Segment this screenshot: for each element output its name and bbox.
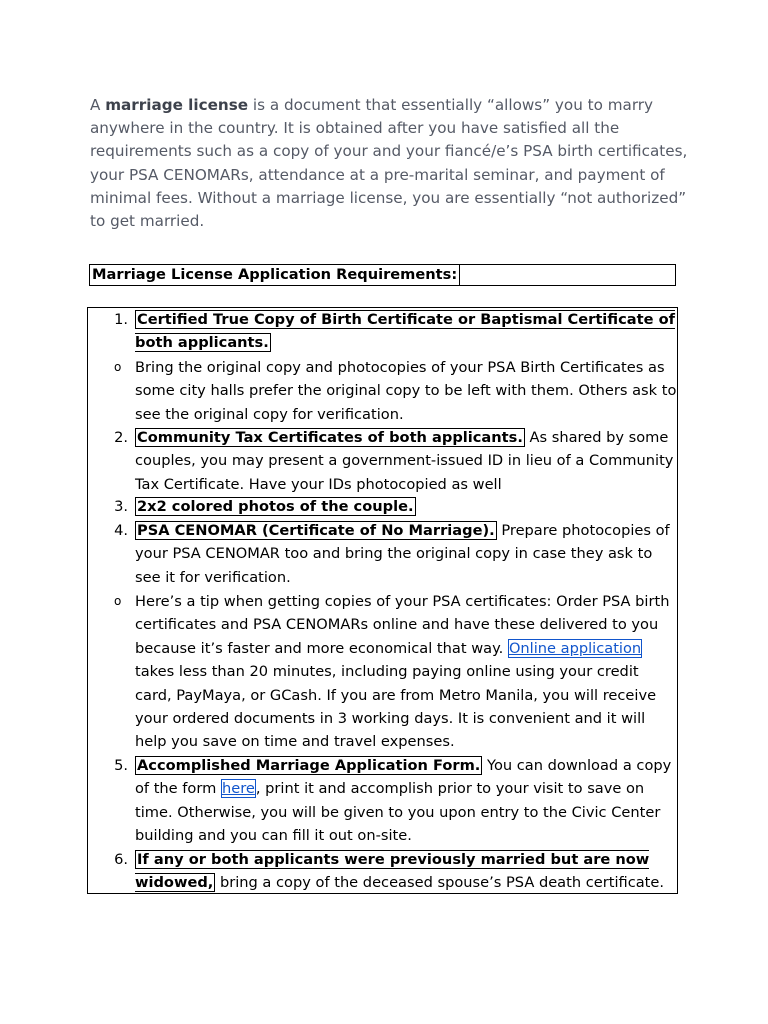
bullet-2-text [135,590,678,754]
item-5-number: 5. [114,757,128,774]
item-6-number: 6. [114,851,128,868]
item-4-title: PSA CENOMAR (Certificate of No Marriage). [137,522,495,539]
intro-prefix: A [90,96,106,114]
intro-paragraph [90,94,690,233]
intro-body: is a document that essentially “allows” you to marry anywhere in the country. It is obtained after you have satisfied all the requirements such as a copy of your and your fiancé/e’s PSA birth certificates, your PSA CENOMARs, attendance at a pre-marital seminar, and payment of minimal fees. Without a marriage license, you are essentially “not authorized” to get married. [90,96,688,231]
item-5-title: Accomplished Marriage Application Form. [137,757,481,774]
item-5-text-after: , print it and accomplish prior to your visit to save on time. Otherwise, you will be given to you upon entry to the Civic Center building and you can fill it out on-site. [135,780,661,845]
item-1-number: 1. [114,311,128,328]
item-1 [135,308,678,355]
item-6-text: bring a copy of the deceased spouse’s PSA death certificate. [215,874,665,892]
intro-term: marriage license [105,96,249,114]
form-download-link[interactable]: here [221,780,255,798]
item-2-text: As shared by some couples, you may present a government-issued ID in lieu of a Community Tax Certificate. Have your IDs photocopied as well [135,429,674,493]
item-4-number: 4. [114,522,128,539]
item-6-title: If any or both applicants were previously married but are now widowed, [135,851,650,892]
item-3 [135,495,678,518]
item-5 [135,754,678,848]
online-application-link[interactable]: Online application [508,639,642,657]
item-2-number: 2. [114,429,128,446]
item-4-text: Prepare photocopies of your PSA CENOMAR too and bring the original copy in case they ask to see it for verification. [135,522,670,586]
item-3-number: 3. [114,498,128,515]
item-1-title: Certified True Copy of Birth Certificate or Baptismal Certificate of both applicants. [135,311,675,352]
item-2-title: Community Tax Certificates of both applicants. [137,429,523,446]
item-3-title: 2x2 colored photos of the couple. [137,498,414,515]
item-6 [135,848,678,895]
item-5-text-before: You can download a copy of the form [135,757,672,798]
requirements-heading-box [89,264,676,286]
item-2 [135,426,678,496]
bullet-2-text-after: takes less than 20 minutes, including paying online using your credit card, PayMaya, or GCash. If you are from Metro Manila, you will receive your ordered documents in 3 working days. It is convenient and it will help you save on time and travel expenses. [135,663,657,751]
item-4 [135,519,678,589]
bullet-1-text: Bring the original copy and photocopies of your PSA Birth Certificates as some city halls prefer the original copy to be left with them. Others ask to see the original copy for verification. [135,359,677,423]
requirements-heading: Marriage License Application Requirements: [92,265,460,285]
bullet-2-marker: o [114,594,122,608]
bullet-1-marker: o [114,360,122,374]
bullet-2-text-before: Here’s a tip when getting copies of your PSA certificates: Order PSA birth certificates and PSA CENOMARs online and have these delivered to you because it’s faster and more economical that way. [135,593,670,657]
